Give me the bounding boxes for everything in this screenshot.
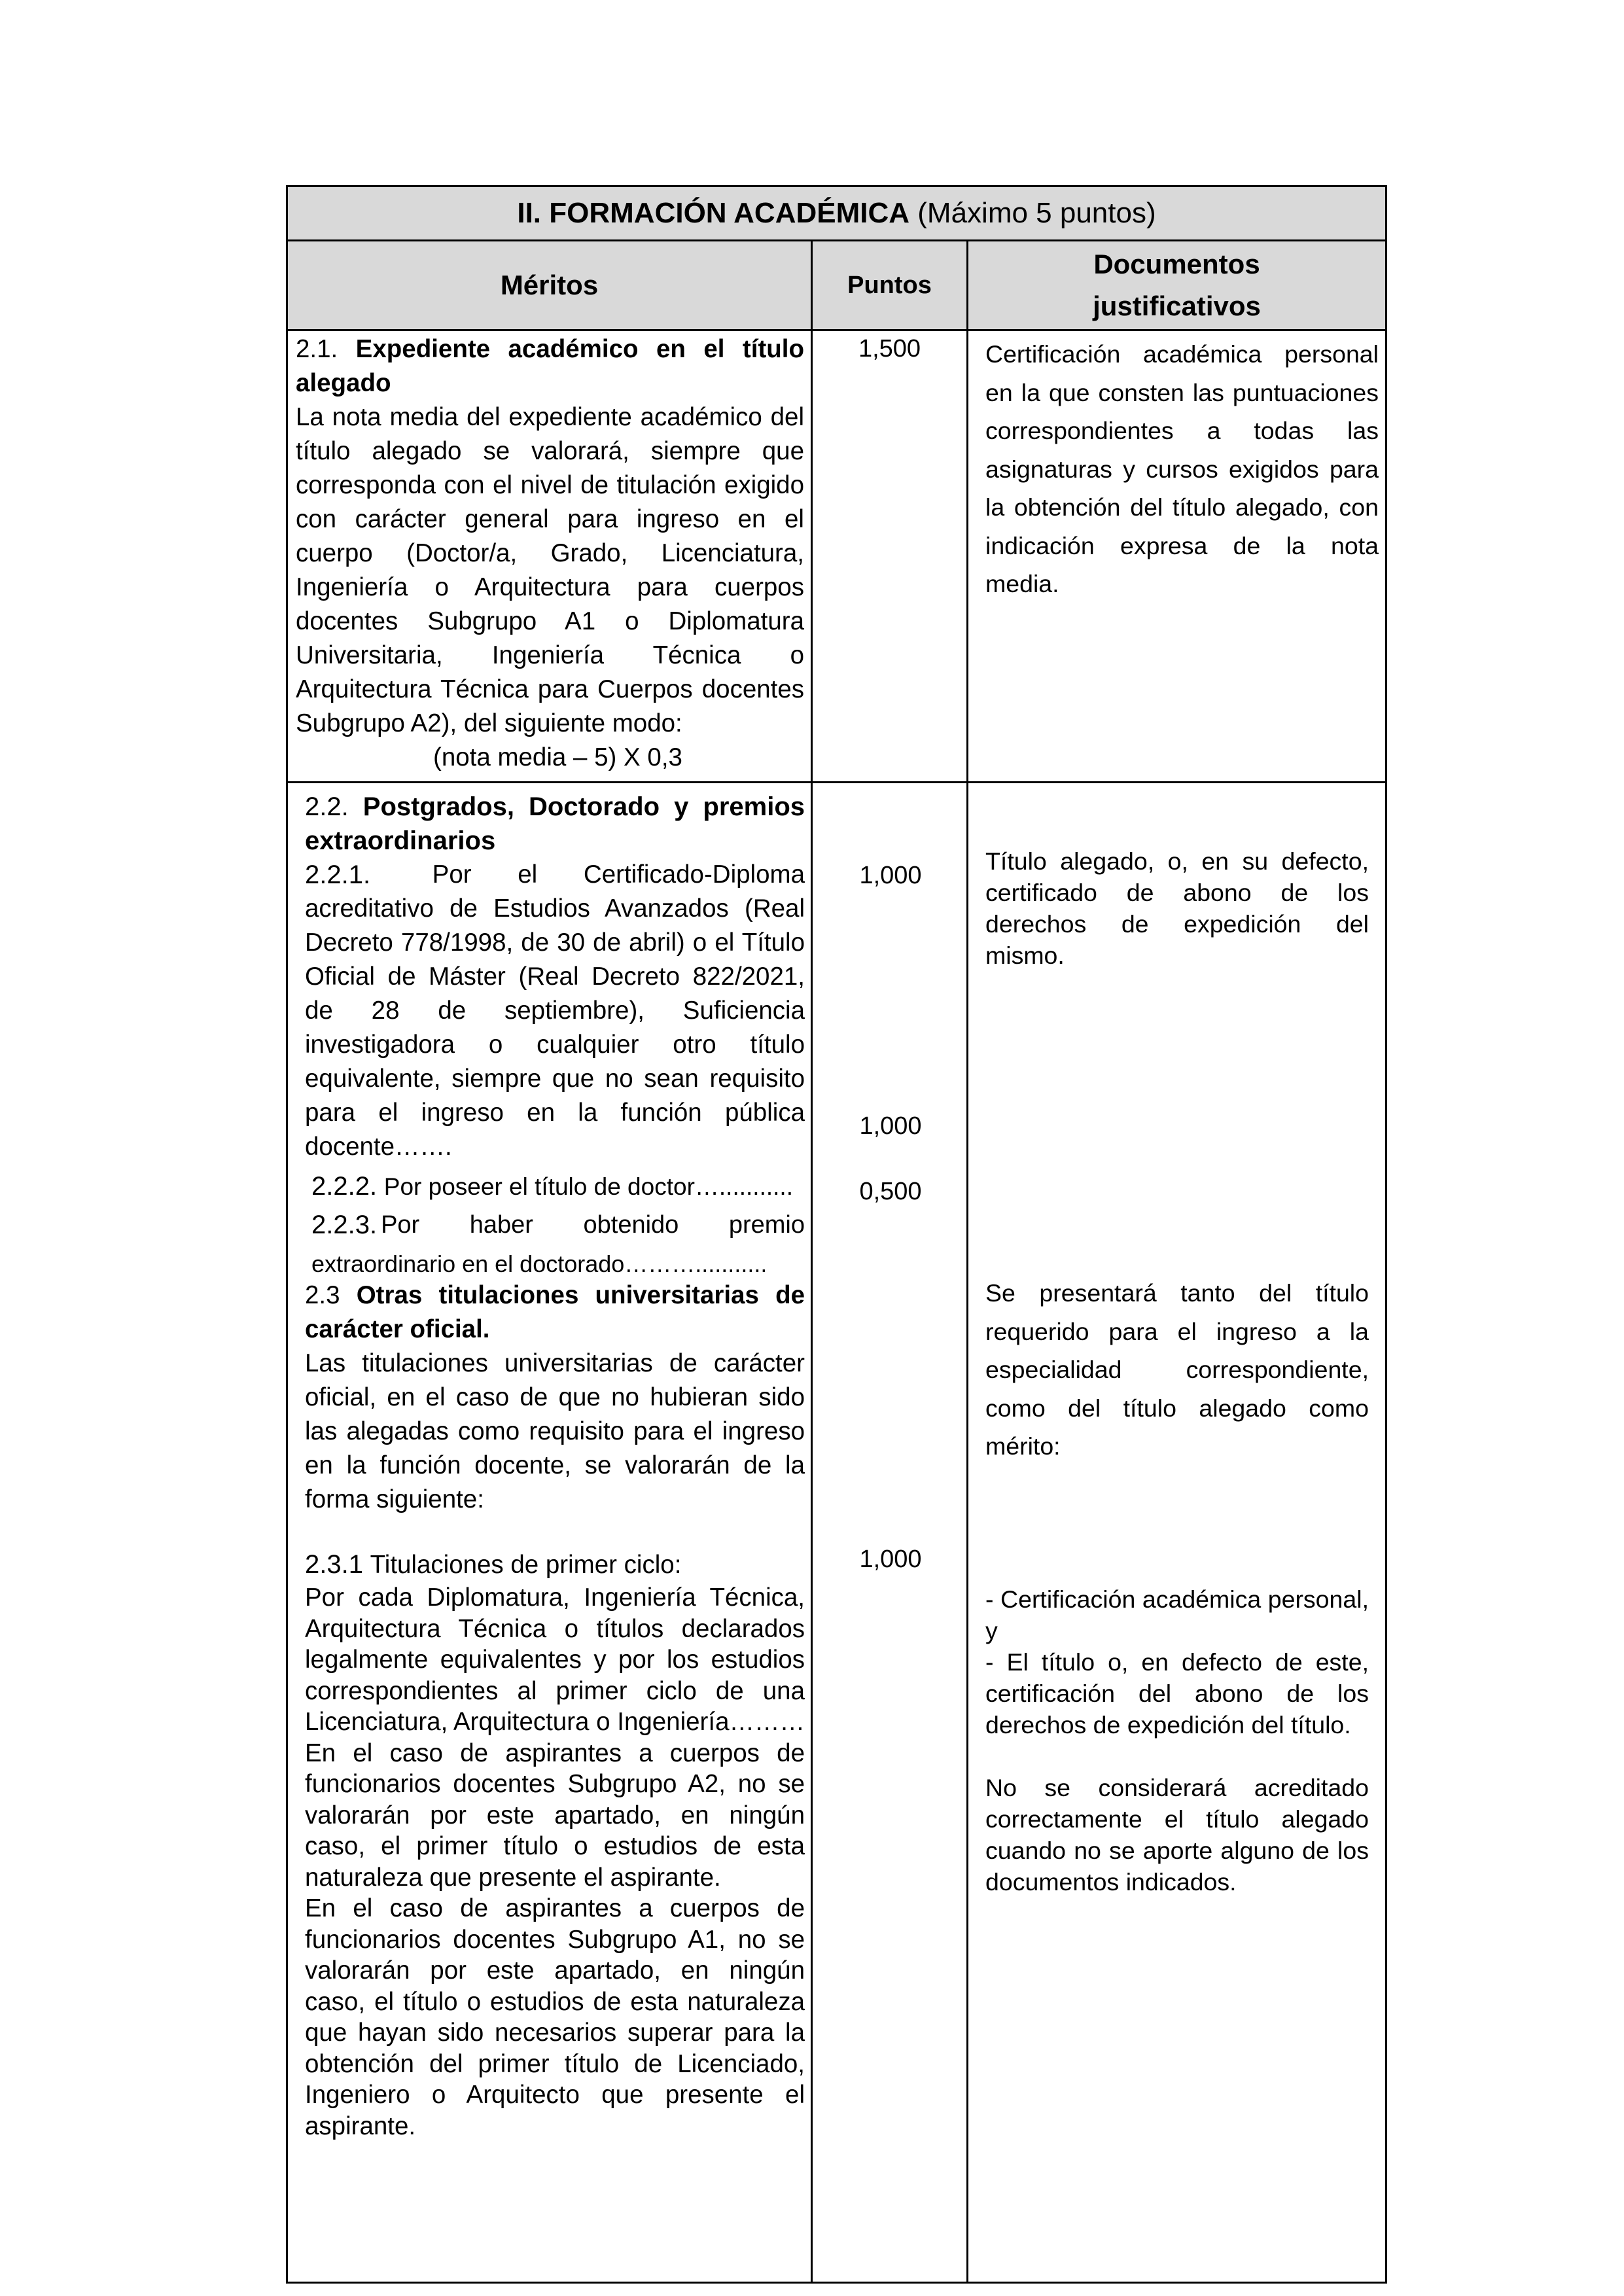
points-2-2-2-3 <box>812 783 968 2283</box>
merit-2-3-body: Las titulaciones universitarias de carácter oficial, en el caso de que no hubieran sido las alegadas como requisito para el ingreso en la función docente, se valorarán de la forma siguiente: <box>305 1349 805 1513</box>
points-2-1-value: 1,500 <box>858 335 921 362</box>
merit-2-3-heading: Otras titulaciones universitarias de carácter oficial. <box>305 1281 805 1343</box>
merit-2-3-1-title: Titulaciones de primer ciclo: <box>370 1551 682 1579</box>
table-row-2-1 <box>287 330 1386 783</box>
points-2-2-1: 1,000 <box>859 862 922 889</box>
merit-2-2-1-lead <box>305 858 805 892</box>
merit-2-2-heading: Postgrados, Doctorado y premios extraordinarios <box>305 792 805 855</box>
merit-2-2-2-text: Por poseer el título de doctor…........... <box>383 1173 793 1200</box>
merit-2-1-heading: Expediente académico en el título alegado <box>296 335 804 397</box>
merit-2-3-number: 2.3 <box>305 1281 340 1309</box>
merit-2-2-1-text: acreditativo de Estudios Avanzados (Real Decreto 778/1998, de 30 de abril) o el Título Oficial de Máster (Real Decreto 822/2021, de 28 de septiembre), Suficiencia investigadora o cualquier otro título equivalente, siempre que no sean requisito para el ingreso en la función pública docente……. <box>305 894 805 1161</box>
docs-2-2-2-3 <box>968 783 1386 2283</box>
table-row-2-2-2-3 <box>287 783 1386 2283</box>
docs-2-3-1-item2: - El título o, en defecto de este, certificación del abono de los derechos de expedición del título. <box>985 1648 1369 1739</box>
merit-2-2-1-number: 2.2.1. <box>305 860 371 889</box>
merit-2-1-number: 2.1. <box>296 335 338 363</box>
points-2-2-2: 1,000 <box>859 1112 922 1140</box>
points-2-2-3: 0,500 <box>859 1178 922 1205</box>
header-puntos: Puntos <box>812 241 968 330</box>
docs-2-2: Título alegado, o, en su defecto, certificado de abono de los derechos de expedición del mismo. <box>985 847 1369 969</box>
merit-2-2-2-number: 2.2.2. <box>311 1172 378 1201</box>
merit-2-2-3-text-line1: Por haber obtenido premio <box>381 1211 805 1239</box>
merit-2-3-1-number: 2.3.1 <box>305 1550 363 1579</box>
merit-2-1 <box>287 330 812 783</box>
merit-2-3 <box>305 1279 805 1517</box>
docs-2-3-1-item1: - Certificación académica personal, y <box>985 1585 1369 1644</box>
merit-2-2-3-text-line2: extraordinario en el doctorado………........... <box>311 1250 768 1277</box>
docs-2-1 <box>968 330 1386 783</box>
merit-2-3-1-body3: En el caso de aspirantes a cuerpos de funcionarios docentes Subgrupo A1, no se valorarán por este apartado, en ningún caso, el título o estudios de esta naturaleza que hayan sido necesarios superar para la obtención del primer título de Licenciado, Ingeniero o Arquitecto que presente el aspirante. <box>305 1894 805 2140</box>
merit-2-3-1-body2: En el caso de aspirantes a cuerpos de funcionarios docentes Subgrupo A2, no se valorarán por este apartado, en ningún caso, el primer título o estudios de esta naturaleza que presente el aspirante. <box>305 1739 805 1892</box>
merit-2-1-body: La nota media del expediente académico del título alegado se valorará, siempre que corresponda con el nivel de titulación exigido con carácter general para ingreso en el cuerpo (Doctor/a, Grado, Licenciatura, Ingeniería o Arquitectura para cuerpos docentes Subgrupo A1 o Diplomatura Universitaria, Ingeniería Técnica o Arquitectura Técnica para Cuerpos docentes Subgrupo A2), del siguiente modo: <box>296 403 804 737</box>
docs-2-3: Se presentará tanto del título requerido para el ingreso a la especialidad correspondiente, como del título alegado como mérito: <box>985 1279 1369 1460</box>
table-title-note: (Máximo 5 puntos) <box>917 197 1156 229</box>
table-title <box>287 186 1386 241</box>
points-2-3-1: 1,000 <box>859 1545 922 1573</box>
docs-2-3-1-note: No se considerará acreditado correctamente el título alegado cuando no se aporte alguno de los documentos indicados. <box>985 1774 1369 1896</box>
merit-2-3-1-body1: Por cada Diplomatura, Ingeniería Técnica, Arquitectura Técnica o títulos declarados legalmente equivalentes y por los estudios correspondientes al primer ciclo de una Licenciatura, Arquitectura o Ingeniería……… <box>305 1583 805 1736</box>
header-documentos-line2: justificativos <box>1093 291 1261 321</box>
header-documentos-line1: Documentos <box>1093 249 1260 279</box>
table-title-bold: II. FORMACIÓN ACADÉMICA <box>517 197 910 229</box>
merits-table <box>286 185 1387 2284</box>
merit-2-2-3-number: 2.2.3. <box>311 1210 378 1239</box>
merit-2-2-number: 2.2. <box>305 792 349 821</box>
docs-2-3-1 <box>985 1583 1369 1898</box>
header-documentos <box>968 241 1386 330</box>
merit-2-1-formula: (nota media – 5) X 0,3 <box>433 743 682 771</box>
header-meritos: Méritos <box>287 241 812 330</box>
docs-2-1-text: Certificación académica personal en la que consten las puntuaciones correspondientes a todas las asignaturas y cursos exigidos para la obtención del título alegado, con indicación expresa de la nota media. <box>985 340 1379 597</box>
merit-2-2-2-3 <box>287 783 812 2283</box>
points-2-1 <box>812 330 968 783</box>
merit-2-3-1 <box>305 1547 805 2142</box>
merit-2-2-1-lead-text: Por el Certificado-Diploma <box>432 860 805 889</box>
merit-2-2 <box>305 790 805 1281</box>
